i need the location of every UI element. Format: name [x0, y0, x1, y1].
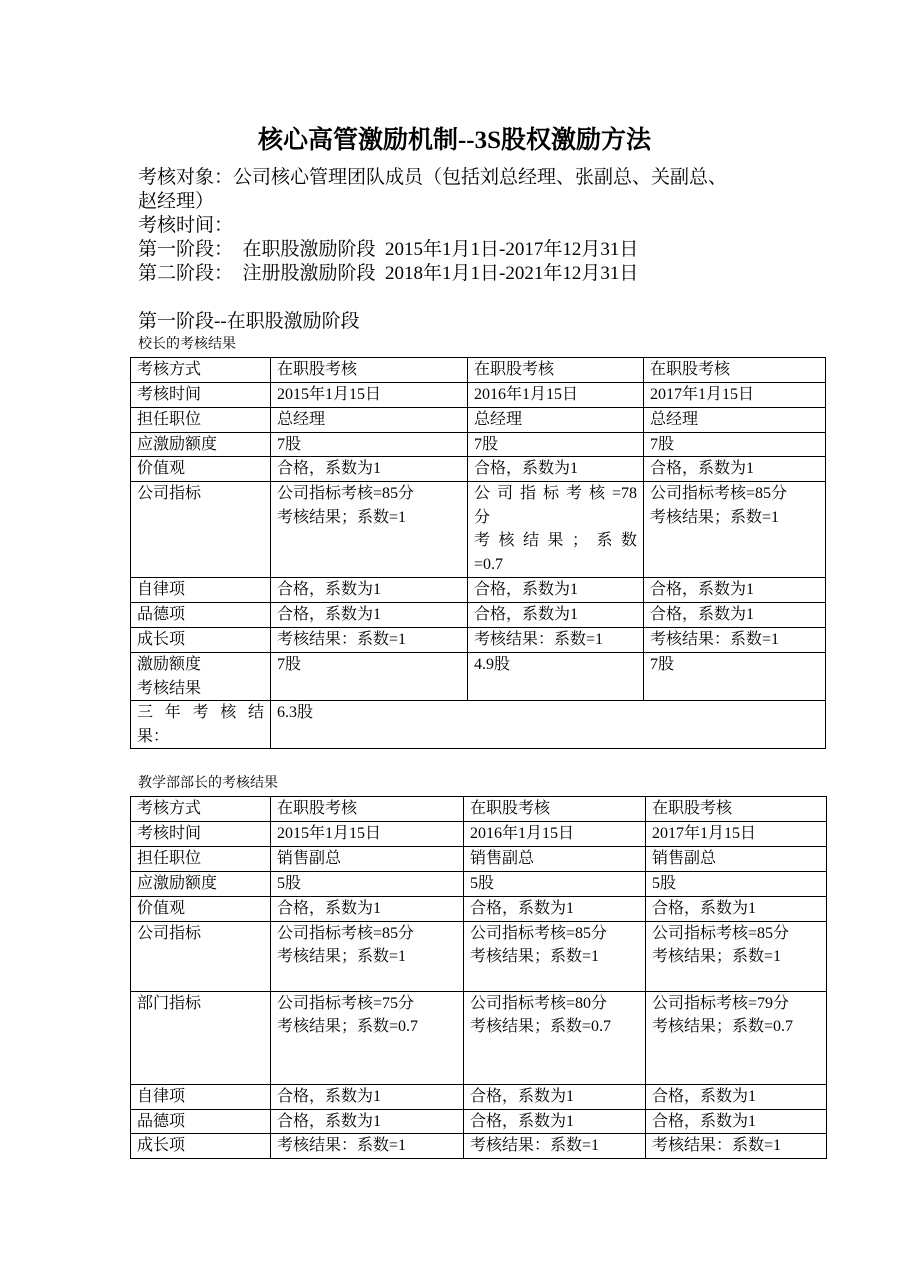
table-cell: 担任职位 [131, 407, 271, 432]
cell-line: 考核结果；系数=0.7 [652, 1018, 794, 1035]
table-row [131, 628, 826, 653]
table-row [131, 603, 826, 628]
table-cell: 2015年1月15日 [271, 382, 468, 407]
table-cell: 4.9股 [468, 653, 644, 701]
table-cell: 2016年1月15日 [468, 382, 644, 407]
table-cell: 在职股考核 [271, 797, 464, 822]
assessment-target-line1: 考核对象：公司核心管理团队成员（包括刘总经理、张副总、关副总、 [138, 167, 728, 188]
table-row [131, 921, 827, 991]
cell-line: 公司指标考核=85分 [277, 485, 415, 502]
table-cell: 成长项 [131, 628, 271, 653]
table-cell [646, 991, 827, 1084]
cell-line: 考核结果；系数=1 [277, 508, 407, 526]
table-cell: 自律项 [131, 578, 271, 603]
table-cell: 在职股考核 [644, 358, 826, 383]
table1-caption: 校长的考核结果 [138, 337, 236, 352]
table-cell: 考核方式 [131, 358, 271, 383]
table-cell [468, 482, 644, 578]
assessment-time-label: 考核时间： [138, 215, 234, 236]
cell-line: 考核结果；系数=0.7 [470, 1018, 612, 1035]
table-cell: 2017年1月15日 [646, 821, 827, 846]
table-cell: 在职股考核 [464, 797, 646, 822]
table-cell: 考核方式 [131, 797, 271, 822]
table-cell: 价值观 [131, 896, 271, 921]
table-cell: 7股 [271, 653, 468, 701]
table-cell: 7股 [644, 653, 826, 701]
section-heading: 第一阶段--在职股激励阶段 [138, 311, 360, 332]
table-cell: 合格，系数为1 [271, 603, 468, 628]
table-cell: 总经理 [644, 407, 826, 432]
table-cell: 合格，系数为1 [644, 603, 826, 628]
cell-line: 果： [137, 727, 170, 745]
cell-line: 考核结果；系数=1 [652, 948, 782, 965]
table-cell: 考核结果：系数=1 [644, 628, 826, 653]
table-cell: 2017年1月15日 [644, 382, 826, 407]
table-cell: 考核结果：系数=1 [271, 628, 468, 653]
table-cell [271, 991, 464, 1084]
table-cell: 在职股考核 [468, 358, 644, 383]
table-cell: 担任职位 [131, 846, 271, 871]
cell-line: 公司指标考核=85分 [652, 924, 790, 942]
table-cell: 品德项 [131, 603, 271, 628]
phase-two-line: 第二阶段： 注册股激励阶段 2018年1月1日-2021年12月31日 [138, 263, 639, 284]
table-cell: 合格，系数为1 [464, 1109, 646, 1134]
table-cell: 合格，系数为1 [271, 1084, 464, 1109]
table-cell: 6.3股 [271, 701, 826, 749]
cell-line: 考核结果；系数=1 [277, 948, 407, 965]
cell-line: 公司指标考核=78 [474, 485, 637, 502]
table-cell: 合格，系数为1 [271, 896, 464, 921]
intro-block [138, 166, 818, 286]
cell-line: 公司指标考核=75分 [277, 994, 415, 1012]
table-cell [464, 921, 646, 991]
table-cell: 销售副总 [271, 846, 464, 871]
table-cell: 5股 [271, 871, 464, 896]
document-title: 核心高管激励机制--3S股权激励方法 [257, 127, 652, 154]
table-row [131, 991, 827, 1084]
table-cell [644, 482, 826, 578]
teaching-director-assessment-table [130, 796, 827, 1159]
table-row [131, 407, 826, 432]
cell-line: 公司指标考核=85分 [277, 924, 415, 942]
cell-line: 考核结果；系数=0.7 [277, 1018, 419, 1035]
table-cell [464, 991, 646, 1084]
table-row [131, 797, 827, 822]
cell-line: 公司指标考核=79分 [652, 994, 790, 1012]
table-cell: 合格，系数为1 [646, 896, 827, 921]
table-cell [131, 653, 271, 701]
table-cell: 合格，系数为1 [271, 578, 468, 603]
cell-line: =0.7 [474, 555, 504, 573]
phase-one-line: 第一阶段： 在职股激励阶段 2015年1月1日-2017年12月31日 [138, 239, 639, 260]
table-cell: 销售副总 [464, 846, 646, 871]
table-cell: 合格，系数为1 [271, 457, 468, 482]
table-row [131, 846, 827, 871]
table-cell: 考核时间 [131, 382, 271, 407]
table-cell: 在职股考核 [646, 797, 827, 822]
table-row [131, 1109, 827, 1134]
table-row [131, 653, 826, 701]
table-cell: 成长项 [131, 1134, 271, 1159]
table-cell: 合格，系数为1 [464, 896, 646, 921]
table-cell: 合格，系数为1 [644, 578, 826, 603]
cell-line: 公司指标考核=85分 [470, 924, 608, 942]
cell-line: 公司指标考核=85分 [650, 485, 788, 502]
table-cell: 品德项 [131, 1109, 271, 1134]
table-cell [646, 921, 827, 991]
table-cell: 合格，系数为1 [468, 578, 644, 603]
table-row [131, 382, 826, 407]
table-cell: 价值观 [131, 457, 271, 482]
table-row [131, 578, 826, 603]
cell-line: 分 [474, 508, 491, 526]
table-cell: 5股 [464, 871, 646, 896]
table-cell: 合格，系数为1 [468, 457, 644, 482]
table-row [131, 871, 827, 896]
table-row [131, 1084, 827, 1109]
table-row [131, 457, 826, 482]
table-cell: 应激励额度 [131, 432, 271, 457]
table-cell [271, 921, 464, 991]
table-row [131, 1134, 827, 1159]
table-cell: 考核结果：系数=1 [464, 1134, 646, 1159]
table-row [131, 432, 826, 457]
cell-line: 考核结果；系数=1 [650, 508, 780, 526]
table-cell: 销售副总 [646, 846, 827, 871]
table-cell [271, 482, 468, 578]
table-row [131, 358, 826, 383]
table-cell: 7股 [468, 432, 644, 457]
table-row [131, 896, 827, 921]
table-cell: 公司指标 [131, 482, 271, 578]
table-cell: 考核时间 [131, 821, 271, 846]
table-cell: 总经理 [271, 407, 468, 432]
cell-line: 考核结果；系数=1 [470, 948, 600, 965]
cell-line: 三年考核结 [137, 704, 264, 721]
table-cell: 总经理 [468, 407, 644, 432]
table-cell: 公司指标 [131, 921, 271, 991]
cell-line: 考核结果；系数 [474, 532, 637, 549]
cell-line: 公司指标考核=80分 [470, 994, 608, 1012]
assessment-target-line2: 赵经理） [138, 191, 215, 212]
table-cell: 7股 [644, 432, 826, 457]
table-row [131, 821, 827, 846]
table-cell: 在职股考核 [271, 358, 468, 383]
table-cell: 考核结果：系数=1 [646, 1134, 827, 1159]
table-cell: 考核结果：系数=1 [468, 628, 644, 653]
principal-assessment-table [130, 357, 826, 749]
table-cell: 应激励额度 [131, 871, 271, 896]
table-cell: 合格，系数为1 [646, 1084, 827, 1109]
table-cell [131, 701, 271, 749]
table2-caption: 教学部部长的考核结果 [138, 776, 278, 791]
table-cell: 2015年1月15日 [271, 821, 464, 846]
table-cell: 5股 [646, 871, 827, 896]
table-cell: 部门指标 [131, 991, 271, 1084]
cell-line: 激励额度 [137, 656, 202, 673]
table-cell: 合格，系数为1 [464, 1084, 646, 1109]
table-cell: 7股 [271, 432, 468, 457]
table-cell: 自律项 [131, 1084, 271, 1109]
table-row [131, 482, 826, 578]
table-row [131, 701, 826, 749]
table-cell: 合格，系数为1 [646, 1109, 827, 1134]
table-cell: 考核结果：系数=1 [271, 1134, 464, 1159]
table-cell: 合格，系数为1 [644, 457, 826, 482]
cell-line: 考核结果 [137, 679, 202, 697]
table-cell: 合格，系数为1 [271, 1109, 464, 1134]
table-cell: 合格，系数为1 [468, 603, 644, 628]
table-cell: 2016年1月15日 [464, 821, 646, 846]
